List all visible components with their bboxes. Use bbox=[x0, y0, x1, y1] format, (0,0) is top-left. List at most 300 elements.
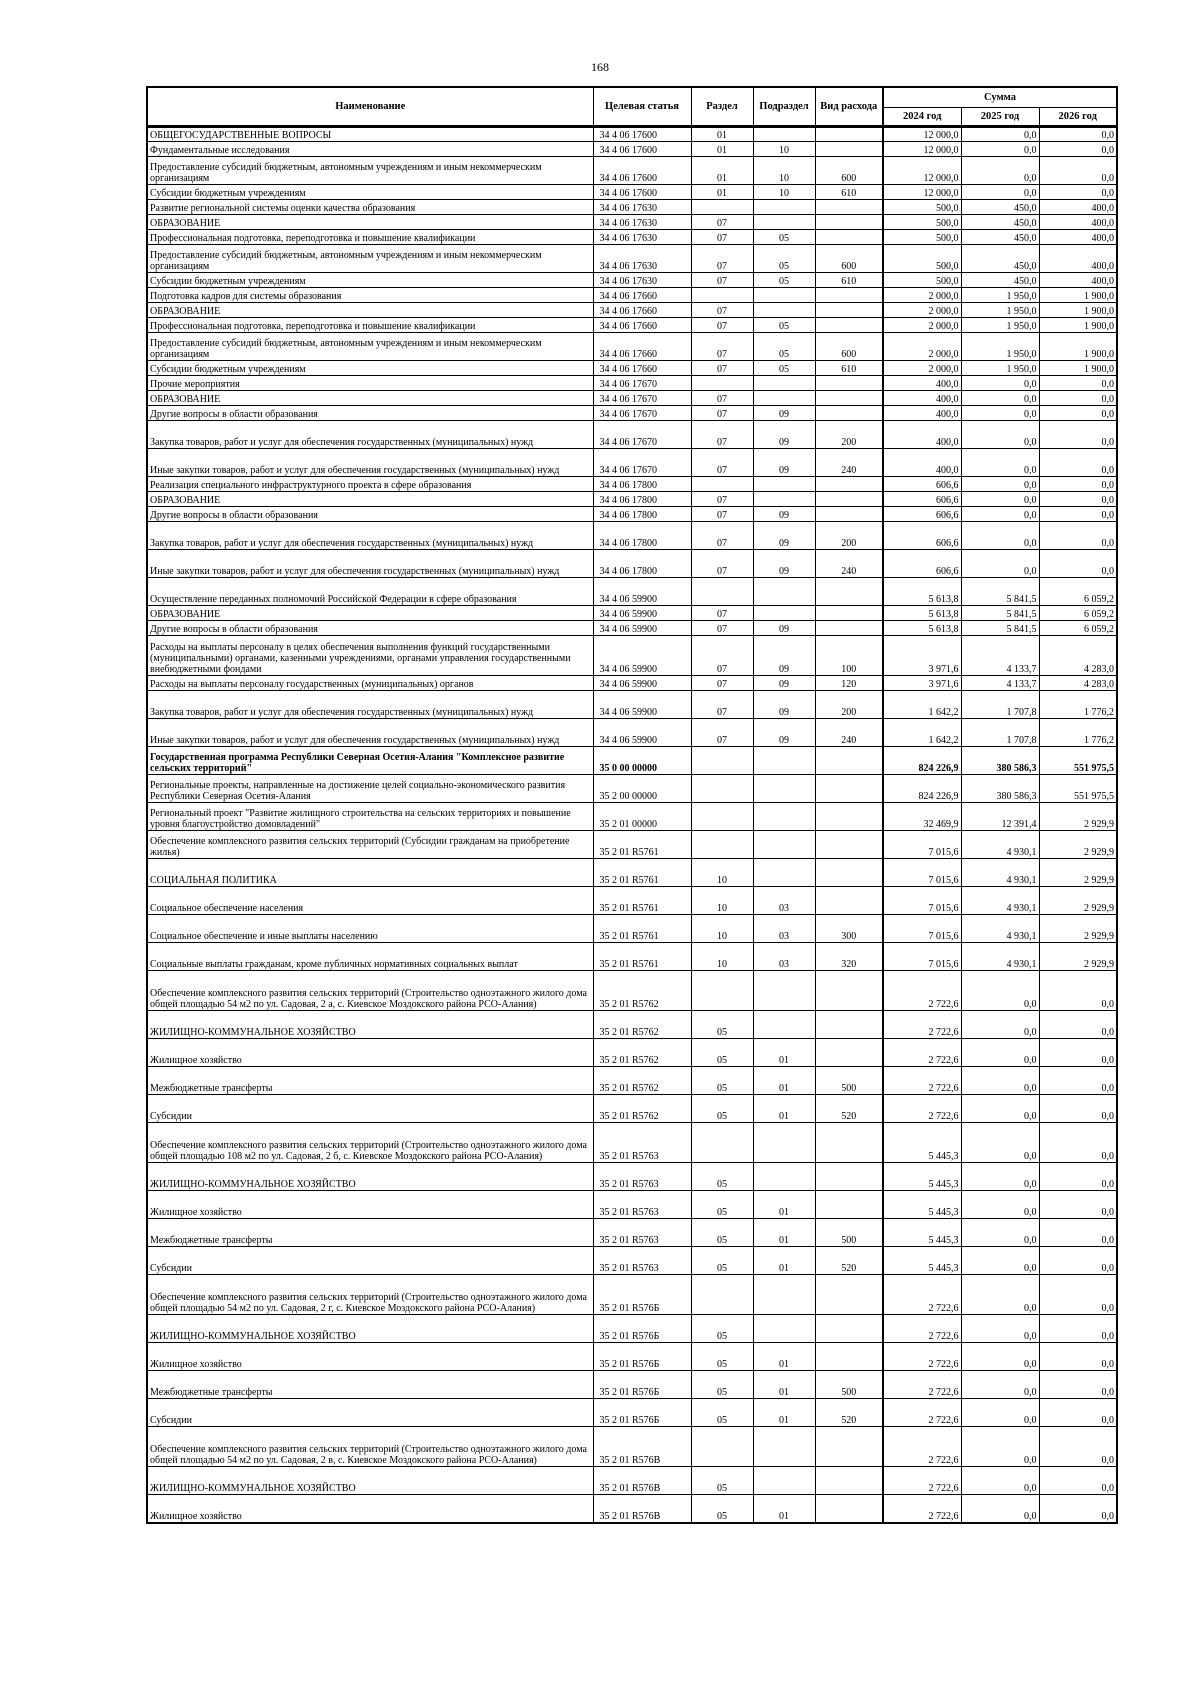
cell-section: 05 bbox=[691, 1467, 753, 1495]
cell-code: 35 2 01 R576В bbox=[593, 1427, 691, 1467]
cell-vid bbox=[815, 831, 883, 859]
cell-sum-2024: 3 971,6 bbox=[883, 636, 961, 676]
cell-name: Предоставление субсидий бюджетным, автономным учреждениям и иным некоммерческим организациям bbox=[147, 333, 593, 361]
cell-sum-2026: 400,0 bbox=[1039, 273, 1117, 288]
cell-section: 07 bbox=[691, 245, 753, 273]
cell-section: 05 bbox=[691, 1399, 753, 1427]
cell-vid: 120 bbox=[815, 676, 883, 691]
table-row bbox=[147, 621, 1117, 636]
cell-sum-2024: 7 015,6 bbox=[883, 859, 961, 887]
cell-code: 34 4 06 17630 bbox=[593, 215, 691, 230]
cell-sum-2025: 0,0 bbox=[961, 1427, 1039, 1467]
cell-sum-2026: 2 929,9 bbox=[1039, 859, 1117, 887]
cell-name: Развитие региональной системы оценки качества образования bbox=[147, 200, 593, 215]
table-row bbox=[147, 691, 1117, 719]
cell-sum-2025: 0,0 bbox=[961, 1399, 1039, 1427]
cell-vid bbox=[815, 142, 883, 157]
cell-vid: 200 bbox=[815, 421, 883, 449]
cell-sum-2024: 2 000,0 bbox=[883, 361, 961, 376]
cell-subsection: 10 bbox=[753, 185, 815, 200]
cell-name: Закупка товаров, работ и услуг для обеспечения государственных (муниципальных) нужд bbox=[147, 421, 593, 449]
cell-name: Субсидии bbox=[147, 1399, 593, 1427]
cell-sum-2024: 2 722,6 bbox=[883, 1427, 961, 1467]
cell-sum-2025: 0,0 bbox=[961, 185, 1039, 200]
cell-sum-2026: 2 929,9 bbox=[1039, 803, 1117, 831]
cell-sum-2026: 0,0 bbox=[1039, 550, 1117, 578]
cell-section: 07 bbox=[691, 691, 753, 719]
cell-code: 35 2 01 R5762 bbox=[593, 1039, 691, 1067]
cell-name: Другие вопросы в области образования bbox=[147, 507, 593, 522]
cell-vid bbox=[815, 288, 883, 303]
cell-section: 07 bbox=[691, 719, 753, 747]
cell-subsection: 01 bbox=[753, 1343, 815, 1371]
cell-vid: 600 bbox=[815, 245, 883, 273]
cell-sum-2026: 1 776,2 bbox=[1039, 719, 1117, 747]
table-row bbox=[147, 1123, 1117, 1163]
cell-sum-2024: 2 722,6 bbox=[883, 1095, 961, 1123]
table-row bbox=[147, 200, 1117, 215]
cell-code: 35 2 00 00000 bbox=[593, 775, 691, 803]
cell-subsection bbox=[753, 303, 815, 318]
cell-sum-2025: 0,0 bbox=[961, 550, 1039, 578]
cell-sum-2026: 1 900,0 bbox=[1039, 361, 1117, 376]
cell-sum-2026: 6 059,2 bbox=[1039, 578, 1117, 606]
cell-sum-2025: 0,0 bbox=[961, 142, 1039, 157]
cell-sum-2026: 1 900,0 bbox=[1039, 288, 1117, 303]
cell-sum-2024: 5 445,3 bbox=[883, 1191, 961, 1219]
cell-section bbox=[691, 1427, 753, 1467]
cell-name: Иные закупки товаров, работ и услуг для обеспечения государственных (муниципальных) нужд bbox=[147, 449, 593, 477]
cell-name: Социальные выплаты гражданам, кроме публичных нормативных социальных выплат bbox=[147, 943, 593, 971]
cell-code: 35 2 01 R5762 bbox=[593, 1095, 691, 1123]
cell-subsection: 01 bbox=[753, 1495, 815, 1523]
cell-sum-2026: 1 900,0 bbox=[1039, 303, 1117, 318]
cell-sum-2025: 0,0 bbox=[961, 1343, 1039, 1371]
cell-code: 34 4 06 17800 bbox=[593, 522, 691, 550]
cell-name: Жилищное хозяйство bbox=[147, 1495, 593, 1523]
cell-vid: 240 bbox=[815, 449, 883, 477]
cell-sum-2026: 2 929,9 bbox=[1039, 915, 1117, 943]
cell-sum-2024: 500,0 bbox=[883, 230, 961, 245]
cell-vid bbox=[815, 1427, 883, 1467]
cell-sum-2024: 2 722,6 bbox=[883, 1315, 961, 1343]
table-row bbox=[147, 421, 1117, 449]
cell-sum-2024: 824 226,9 bbox=[883, 775, 961, 803]
cell-vid bbox=[815, 1275, 883, 1315]
cell-code: 34 4 06 17660 bbox=[593, 288, 691, 303]
cell-sum-2025: 0,0 bbox=[961, 1067, 1039, 1095]
cell-code: 35 2 01 R5762 bbox=[593, 971, 691, 1011]
cell-name: Обеспечение комплексного развития сельских территорий (Строительство одноэтажного жилого дома общей площадью 108 м2 по ул. Садовая, 2 б, с. Киевское Моздокского района РСО-Алания) bbox=[147, 1123, 593, 1163]
cell-sum-2024: 7 015,6 bbox=[883, 831, 961, 859]
cell-code: 34 4 06 59900 bbox=[593, 621, 691, 636]
table-row bbox=[147, 142, 1117, 157]
table-row bbox=[147, 288, 1117, 303]
cell-name: Предоставление субсидий бюджетным, автономным учреждениям и иным некоммерческим организациям bbox=[147, 157, 593, 185]
cell-name: Закупка товаров, работ и услуг для обеспечения государственных (муниципальных) нужд bbox=[147, 522, 593, 550]
cell-sum-2024: 5 613,8 bbox=[883, 578, 961, 606]
cell-sum-2026: 0,0 bbox=[1039, 1427, 1117, 1467]
cell-sum-2026: 0,0 bbox=[1039, 1467, 1117, 1495]
cell-sum-2026: 4 283,0 bbox=[1039, 636, 1117, 676]
cell-vid: 320 bbox=[815, 943, 883, 971]
cell-sum-2025: 380 586,3 bbox=[961, 747, 1039, 775]
cell-section: 07 bbox=[691, 333, 753, 361]
page-number: 168 bbox=[591, 60, 609, 74]
cell-sum-2026: 0,0 bbox=[1039, 1247, 1117, 1275]
cell-subsection bbox=[753, 391, 815, 406]
cell-code: 34 4 06 17600 bbox=[593, 127, 691, 142]
table-row bbox=[147, 245, 1117, 273]
cell-subsection: 09 bbox=[753, 621, 815, 636]
cell-sum-2026: 0,0 bbox=[1039, 421, 1117, 449]
cell-code: 35 2 01 R5761 bbox=[593, 831, 691, 859]
cell-vid: 600 bbox=[815, 157, 883, 185]
cell-vid: 200 bbox=[815, 522, 883, 550]
cell-name: Подготовка кадров для системы образования bbox=[147, 288, 593, 303]
cell-name: Расходы на выплаты персоналу государственных (муниципальных) органов bbox=[147, 676, 593, 691]
cell-sum-2026: 0,0 bbox=[1039, 376, 1117, 391]
cell-sum-2025: 0,0 bbox=[961, 1467, 1039, 1495]
header-2025: 2025 год bbox=[961, 108, 1039, 127]
cell-subsection: 05 bbox=[753, 245, 815, 273]
cell-name: Субсидии бюджетным учреждениям bbox=[147, 273, 593, 288]
cell-name: Прочие мероприятия bbox=[147, 376, 593, 391]
table-row bbox=[147, 303, 1117, 318]
cell-sum-2026: 0,0 bbox=[1039, 406, 1117, 421]
cell-sum-2026: 6 059,2 bbox=[1039, 606, 1117, 621]
cell-section: 07 bbox=[691, 550, 753, 578]
cell-name: Субсидии бюджетным учреждениям bbox=[147, 361, 593, 376]
table-row bbox=[147, 550, 1117, 578]
cell-code: 34 4 06 17600 bbox=[593, 142, 691, 157]
cell-section: 07 bbox=[691, 361, 753, 376]
cell-code: 34 4 06 17670 bbox=[593, 376, 691, 391]
cell-sum-2025: 450,0 bbox=[961, 273, 1039, 288]
table-row bbox=[147, 1399, 1117, 1427]
cell-name: Межбюджетные трансферты bbox=[147, 1371, 593, 1399]
cell-section: 07 bbox=[691, 507, 753, 522]
budget-table-container bbox=[146, 86, 1116, 1524]
header-2026: 2026 год bbox=[1039, 108, 1117, 127]
cell-subsection bbox=[753, 127, 815, 142]
cell-vid bbox=[815, 1123, 883, 1163]
cell-section: 10 bbox=[691, 915, 753, 943]
cell-sum-2026: 400,0 bbox=[1039, 200, 1117, 215]
table-row bbox=[147, 1247, 1117, 1275]
cell-name: Жилищное хозяйство bbox=[147, 1343, 593, 1371]
cell-subsection: 01 bbox=[753, 1067, 815, 1095]
cell-sum-2025: 0,0 bbox=[961, 1191, 1039, 1219]
cell-name: Государственная программа Республики Северная Осетия-Алания "Комплексное развитие сельских территорий" bbox=[147, 747, 593, 775]
cell-code: 35 2 01 R576В bbox=[593, 1467, 691, 1495]
cell-section: 07 bbox=[691, 273, 753, 288]
cell-code: 34 4 06 59900 bbox=[593, 578, 691, 606]
cell-sum-2024: 2 722,6 bbox=[883, 971, 961, 1011]
cell-name: ОБРАЗОВАНИЕ bbox=[147, 215, 593, 230]
cell-vid bbox=[815, 477, 883, 492]
table-row bbox=[147, 859, 1117, 887]
cell-sum-2024: 606,6 bbox=[883, 522, 961, 550]
cell-vid bbox=[815, 971, 883, 1011]
cell-subsection: 10 bbox=[753, 142, 815, 157]
cell-code: 35 2 01 R5761 bbox=[593, 859, 691, 887]
table-row bbox=[147, 1191, 1117, 1219]
cell-sum-2024: 1 642,2 bbox=[883, 691, 961, 719]
cell-vid bbox=[815, 376, 883, 391]
cell-subsection bbox=[753, 477, 815, 492]
cell-vid bbox=[815, 1315, 883, 1343]
cell-sum-2025: 1 950,0 bbox=[961, 361, 1039, 376]
cell-vid: 520 bbox=[815, 1399, 883, 1427]
cell-section: 05 bbox=[691, 1219, 753, 1247]
cell-subsection bbox=[753, 492, 815, 507]
cell-name: Социальное обеспечение населения bbox=[147, 887, 593, 915]
cell-code: 34 4 06 17800 bbox=[593, 507, 691, 522]
cell-subsection bbox=[753, 859, 815, 887]
cell-code: 35 2 01 R5762 bbox=[593, 1011, 691, 1039]
cell-name: Социальное обеспечение и иные выплаты населению bbox=[147, 915, 593, 943]
cell-name: Предоставление субсидий бюджетным, автономным учреждениям и иным некоммерческим организациям bbox=[147, 245, 593, 273]
cell-code: 34 4 06 59900 bbox=[593, 719, 691, 747]
table-row bbox=[147, 719, 1117, 747]
cell-vid: 200 bbox=[815, 691, 883, 719]
cell-sum-2026: 0,0 bbox=[1039, 185, 1117, 200]
cell-vid: 610 bbox=[815, 273, 883, 288]
cell-sum-2025: 1 707,8 bbox=[961, 691, 1039, 719]
cell-sum-2025: 1 950,0 bbox=[961, 303, 1039, 318]
cell-vid bbox=[815, 747, 883, 775]
cell-sum-2024: 1 642,2 bbox=[883, 719, 961, 747]
table-row bbox=[147, 230, 1117, 245]
cell-sum-2024: 5 445,3 bbox=[883, 1247, 961, 1275]
cell-subsection bbox=[753, 1427, 815, 1467]
cell-sum-2026: 0,0 bbox=[1039, 1039, 1117, 1067]
cell-code: 34 4 06 17630 bbox=[593, 273, 691, 288]
cell-sum-2026: 0,0 bbox=[1039, 1343, 1117, 1371]
cell-name: Региональный проект "Развитие жилищного строительства на сельских территориях и повышение уровня благоустройство домовладений" bbox=[147, 803, 593, 831]
cell-subsection bbox=[753, 200, 815, 215]
cell-name: ЖИЛИЩНО-КОММУНАЛЬНОЕ ХОЗЯЙСТВО bbox=[147, 1163, 593, 1191]
cell-vid bbox=[815, 1495, 883, 1523]
cell-sum-2025: 4 133,7 bbox=[961, 636, 1039, 676]
cell-sum-2026: 0,0 bbox=[1039, 1163, 1117, 1191]
cell-name: ОБРАЗОВАНИЕ bbox=[147, 492, 593, 507]
cell-sum-2025: 380 586,3 bbox=[961, 775, 1039, 803]
cell-vid bbox=[815, 1343, 883, 1371]
cell-sum-2026: 6 059,2 bbox=[1039, 621, 1117, 636]
cell-sum-2026: 2 929,9 bbox=[1039, 943, 1117, 971]
cell-subsection: 05 bbox=[753, 230, 815, 245]
cell-sum-2026: 0,0 bbox=[1039, 1275, 1117, 1315]
cell-subsection: 09 bbox=[753, 636, 815, 676]
cell-sum-2024: 400,0 bbox=[883, 421, 961, 449]
cell-subsection: 01 bbox=[753, 1371, 815, 1399]
table-row bbox=[147, 1163, 1117, 1191]
cell-section: 05 bbox=[691, 1315, 753, 1343]
cell-subsection: 09 bbox=[753, 507, 815, 522]
cell-sum-2026: 0,0 bbox=[1039, 477, 1117, 492]
cell-name: Другие вопросы в области образования bbox=[147, 406, 593, 421]
cell-sum-2026: 0,0 bbox=[1039, 492, 1117, 507]
header-name: Наименование bbox=[147, 87, 593, 127]
cell-vid: 610 bbox=[815, 361, 883, 376]
cell-name: Межбюджетные трансферты bbox=[147, 1067, 593, 1095]
cell-vid: 500 bbox=[815, 1219, 883, 1247]
cell-subsection bbox=[753, 376, 815, 391]
cell-section: 07 bbox=[691, 215, 753, 230]
cell-name: СОЦИАЛЬНАЯ ПОЛИТИКА bbox=[147, 859, 593, 887]
cell-section bbox=[691, 477, 753, 492]
cell-sum-2024: 2 722,6 bbox=[883, 1067, 961, 1095]
header-section: Раздел bbox=[691, 87, 753, 127]
cell-code: 35 2 01 R5761 bbox=[593, 887, 691, 915]
cell-sum-2024: 5 613,8 bbox=[883, 621, 961, 636]
cell-section: 05 bbox=[691, 1495, 753, 1523]
cell-name: Субсидии бюджетным учреждениям bbox=[147, 185, 593, 200]
cell-code: 35 2 01 R576Б bbox=[593, 1343, 691, 1371]
table-row bbox=[147, 831, 1117, 859]
cell-vid: 300 bbox=[815, 915, 883, 943]
table-row bbox=[147, 477, 1117, 492]
cell-sum-2025: 0,0 bbox=[961, 492, 1039, 507]
table-row bbox=[147, 1275, 1117, 1315]
cell-sum-2026: 400,0 bbox=[1039, 245, 1117, 273]
table-row bbox=[147, 1095, 1117, 1123]
cell-sum-2025: 0,0 bbox=[961, 1275, 1039, 1315]
table-row bbox=[147, 318, 1117, 333]
cell-sum-2026: 2 929,9 bbox=[1039, 887, 1117, 915]
table-row bbox=[147, 1219, 1117, 1247]
cell-vid bbox=[815, 1191, 883, 1219]
cell-subsection: 09 bbox=[753, 449, 815, 477]
cell-sum-2025: 0,0 bbox=[961, 449, 1039, 477]
cell-sum-2025: 1 950,0 bbox=[961, 318, 1039, 333]
cell-sum-2025: 0,0 bbox=[961, 421, 1039, 449]
cell-name: Фундаментальные исследования bbox=[147, 142, 593, 157]
cell-sum-2025: 450,0 bbox=[961, 215, 1039, 230]
cell-sum-2025: 4 930,1 bbox=[961, 859, 1039, 887]
cell-section: 07 bbox=[691, 621, 753, 636]
cell-vid bbox=[815, 1039, 883, 1067]
cell-name: Субсидии bbox=[147, 1247, 593, 1275]
cell-sum-2025: 0,0 bbox=[961, 1247, 1039, 1275]
cell-sum-2025: 4 133,7 bbox=[961, 676, 1039, 691]
cell-sum-2024: 2 000,0 bbox=[883, 318, 961, 333]
cell-vid bbox=[815, 303, 883, 318]
header-2024: 2024 год bbox=[883, 108, 961, 127]
cell-subsection: 01 bbox=[753, 1191, 815, 1219]
table-row bbox=[147, 376, 1117, 391]
cell-subsection bbox=[753, 1123, 815, 1163]
cell-subsection: 09 bbox=[753, 406, 815, 421]
table-row bbox=[147, 943, 1117, 971]
cell-sum-2024: 7 015,6 bbox=[883, 915, 961, 943]
cell-sum-2026: 4 283,0 bbox=[1039, 676, 1117, 691]
cell-code: 34 4 06 17630 bbox=[593, 245, 691, 273]
cell-sum-2024: 400,0 bbox=[883, 406, 961, 421]
table-row bbox=[147, 775, 1117, 803]
cell-section: 05 bbox=[691, 1039, 753, 1067]
cell-sum-2026: 0,0 bbox=[1039, 1495, 1117, 1523]
cell-sum-2024: 606,6 bbox=[883, 507, 961, 522]
cell-section: 05 bbox=[691, 1371, 753, 1399]
cell-subsection: 03 bbox=[753, 887, 815, 915]
cell-sum-2025: 1 950,0 bbox=[961, 288, 1039, 303]
cell-name: Профессиональная подготовка, переподготовка и повышение квалификации bbox=[147, 318, 593, 333]
cell-subsection: 01 bbox=[753, 1247, 815, 1275]
cell-code: 34 4 06 17660 bbox=[593, 303, 691, 318]
cell-section: 07 bbox=[691, 230, 753, 245]
table-row bbox=[147, 676, 1117, 691]
cell-sum-2024: 12 000,0 bbox=[883, 185, 961, 200]
cell-subsection: 09 bbox=[753, 421, 815, 449]
cell-sum-2026: 551 975,5 bbox=[1039, 775, 1117, 803]
cell-subsection: 09 bbox=[753, 522, 815, 550]
cell-sum-2024: 2 722,6 bbox=[883, 1343, 961, 1371]
cell-sum-2024: 5 445,3 bbox=[883, 1163, 961, 1191]
cell-section: 07 bbox=[691, 606, 753, 621]
cell-subsection: 09 bbox=[753, 719, 815, 747]
cell-subsection bbox=[753, 1011, 815, 1039]
cell-code: 35 2 01 R576Б bbox=[593, 1315, 691, 1343]
cell-subsection bbox=[753, 803, 815, 831]
table-row bbox=[147, 747, 1117, 775]
cell-subsection bbox=[753, 831, 815, 859]
cell-code: 34 4 06 17600 bbox=[593, 185, 691, 200]
table-body bbox=[147, 127, 1117, 1523]
cell-subsection: 01 bbox=[753, 1039, 815, 1067]
cell-subsection bbox=[753, 606, 815, 621]
cell-section: 05 bbox=[691, 1095, 753, 1123]
cell-sum-2025: 0,0 bbox=[961, 1123, 1039, 1163]
cell-sum-2024: 606,6 bbox=[883, 477, 961, 492]
cell-sum-2024: 2 722,6 bbox=[883, 1039, 961, 1067]
cell-section bbox=[691, 775, 753, 803]
cell-vid bbox=[815, 492, 883, 507]
table-row bbox=[147, 1495, 1117, 1523]
table-row bbox=[147, 1427, 1117, 1467]
cell-code: 34 4 06 17660 bbox=[593, 318, 691, 333]
cell-name: Реализация специального инфраструктурного проекта в сфере образования bbox=[147, 477, 593, 492]
table-row bbox=[147, 522, 1117, 550]
header-subsection: Подраздел bbox=[753, 87, 815, 127]
cell-code: 34 4 06 17800 bbox=[593, 550, 691, 578]
cell-subsection: 03 bbox=[753, 943, 815, 971]
cell-code: 34 4 06 17630 bbox=[593, 230, 691, 245]
cell-section bbox=[691, 803, 753, 831]
cell-subsection bbox=[753, 747, 815, 775]
cell-subsection: 05 bbox=[753, 273, 815, 288]
cell-sum-2024: 500,0 bbox=[883, 273, 961, 288]
cell-sum-2025: 0,0 bbox=[961, 477, 1039, 492]
cell-sum-2024: 2 000,0 bbox=[883, 333, 961, 361]
cell-code: 34 4 06 17670 bbox=[593, 421, 691, 449]
cell-code: 34 4 06 17800 bbox=[593, 492, 691, 507]
cell-vid: 500 bbox=[815, 1067, 883, 1095]
cell-code: 34 4 06 17630 bbox=[593, 200, 691, 215]
cell-sum-2025: 5 841,5 bbox=[961, 578, 1039, 606]
cell-sum-2025: 0,0 bbox=[961, 1095, 1039, 1123]
table-row bbox=[147, 1467, 1117, 1495]
cell-name: Иные закупки товаров, работ и услуг для обеспечения государственных (муниципальных) нужд bbox=[147, 550, 593, 578]
cell-sum-2024: 2 722,6 bbox=[883, 1495, 961, 1523]
cell-code: 34 4 06 17670 bbox=[593, 449, 691, 477]
cell-subsection bbox=[753, 1467, 815, 1495]
cell-sum-2025: 450,0 bbox=[961, 245, 1039, 273]
cell-name: Профессиональная подготовка, переподготовка и повышение квалификации bbox=[147, 230, 593, 245]
cell-section: 07 bbox=[691, 303, 753, 318]
